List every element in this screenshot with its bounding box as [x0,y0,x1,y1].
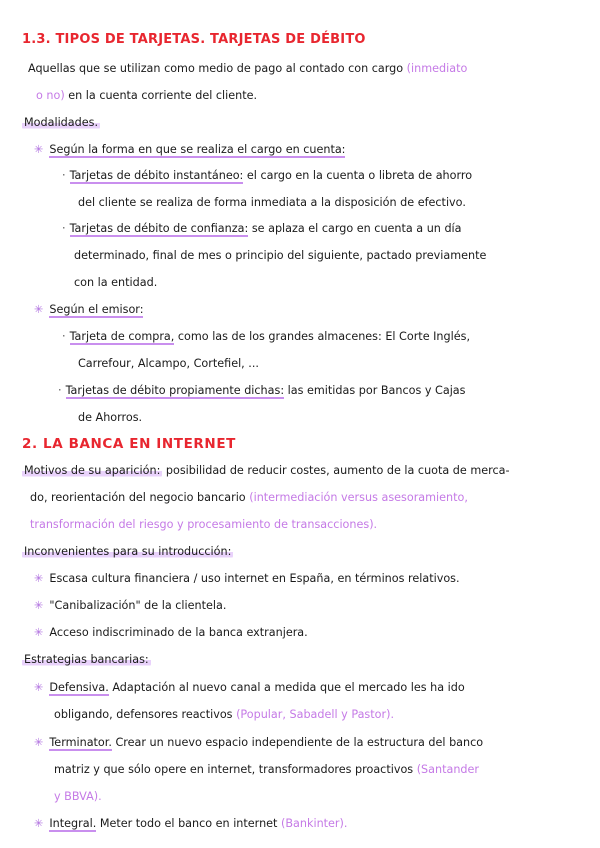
inconveniente-2: ✳ "Canibalización" de la clientela. [34,599,227,612]
emisor-item: ✳ Según el emisor: [34,303,144,316]
compra-item: · Tarjeta de compra, como las de los grandes almacenes: El Corte Inglés, [62,330,471,343]
defensiva-line-2: obligando, defensores reactivos (Popular, Sabadell y Pastor). [54,708,395,721]
inconveniente-3: ✳ Acceso indiscriminado de la banca extranjera. [34,626,308,639]
instantaneo-item: · Tarjetas de débito instantáneo: el cargo en la cuenta o libreta de ahorro [62,169,473,182]
confianza-line-3: con la entidad. [74,276,158,289]
instantaneo-line-2: del cliente se realiza de forma inmediata a la disposición de efectivo. [78,196,466,209]
terminator-line-3: y BBVA). [54,790,102,803]
motivos-line-3: transformación del riesgo y procesamiento de transacciones). [30,518,378,531]
integral-item: ✳ Integral. Meter todo el banco en internet (Bankinter). [34,817,348,830]
estrategias-heading: Estrategias bancarias: [24,653,149,666]
star-bullet-icon: ✳ [34,572,44,585]
inconvenientes-heading: Inconvenientes para su introducción: [24,545,232,558]
compra-line-2: Carrefour, Alcampo, Cortefiel, ... [78,357,259,370]
section-title-banca: 2. LA BANCA EN INTERNET [22,436,236,452]
dot-bullet-icon: · [62,330,66,343]
intro-line-1: Aquellas que se utilizan como medio de pago al contado con cargo (inmediato [28,62,468,75]
inconveniente-1: ✳ Escasa cultura financiera / uso internet en España, en términos relativos. [34,572,460,585]
terminator-line-2: matriz y que sólo opere en internet, transformadores proactivos (Santander [54,763,480,776]
modalidades-heading: Modalidades. [24,116,98,129]
terminator-item: ✳ Terminator. Crear un nuevo espacio independiente de la estructura del banco [34,736,484,749]
dot-bullet-icon: · [62,222,66,235]
star-bullet-icon: ✳ [34,681,44,694]
star-bullet-icon: ✳ [34,303,44,316]
forma-item: ✳ Según la forma en que se realiza el cargo en cuenta: [34,143,346,156]
star-bullet-icon: ✳ [34,626,44,639]
star-bullet-icon: ✳ [34,736,44,749]
star-bullet-icon: ✳ [34,143,44,156]
star-bullet-icon: ✳ [34,817,44,830]
confianza-item: · Tarjetas de débito de confianza: se aplaza el cargo en cuenta a un día [62,222,462,235]
propia-line-2: de Ahorros. [78,411,143,424]
intro-line-2: o no) en la cuenta corriente del cliente. [36,89,258,102]
motivos-line-1: Motivos de su aparición: posibilidad de reducir costes, aumento de la cuota de merca- [24,464,510,477]
motivos-line-2: do, reorientación del negocio bancario (intermediación versus asesoramiento, [30,491,468,504]
propia-item: · Tarjetas de débito propiamente dichas: las emitidas por Bancos y Cajas [58,384,466,397]
star-bullet-icon: ✳ [34,599,44,612]
dot-bullet-icon: · [58,384,62,397]
defensiva-item: ✳ Defensiva. Adaptación al nuevo canal a medida que el mercado les ha ido [34,681,465,694]
dot-bullet-icon: · [62,169,66,182]
section-title-tarjetas: 1.3. TIPOS DE TARJETAS. TARJETAS DE DÉBITO [22,32,366,47]
confianza-line-2: determinado, final de mes o principio del siguiente, pactado previamente [74,249,487,262]
